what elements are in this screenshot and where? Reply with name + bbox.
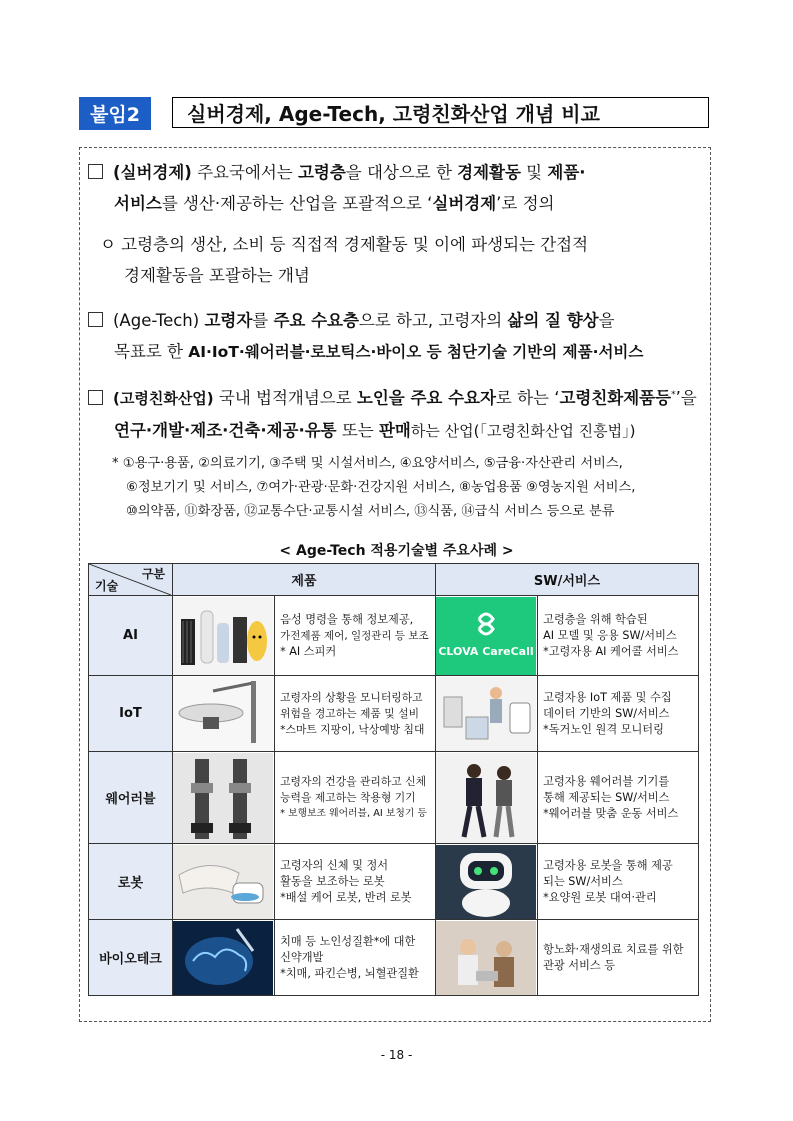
tech-label: 웨어러블 (89, 752, 173, 844)
table-row (89, 676, 699, 752)
care-robot-image (172, 844, 274, 920)
checkbox-square-icon (88, 164, 103, 179)
tech-label: 바이오테크 (89, 920, 173, 996)
remote-monitoring-image (435, 676, 537, 752)
attachment-badge: 붙임2 (79, 97, 151, 130)
clova-label: CLOVA CareCall (438, 644, 534, 658)
service-description: 고령자용 IoT 제품 및 수집 데이터 기반의 SW/서비스 *독거노인 원격 모니터링 (538, 676, 699, 752)
tech-label: IoT (89, 676, 173, 752)
tech-label: 로봇 (89, 844, 173, 920)
table-caption: < Age-Tech 적용기술별 주요사례 > (279, 543, 514, 559)
corner-cell (89, 564, 173, 596)
checkbox-square-icon (88, 312, 103, 327)
page-number: - 18 - (380, 1048, 413, 1062)
footnote: * ①용구·용품, ②의료기기, ③주택 및 시설서비스, ④요양서비스, ⑤금융·자산관리 서비스, ⑥정보기기 및 서비스, ⑦여가·관광·문화·건강지원 서비스, ⑧농업용품 ⑨영농지원 서비스, ⑩의약품, ⑪화장품, ⑫교통수단·교통시설 서비스, ⑬식품, ⑭급식 서비스 등으로 분류 (112, 456, 636, 519)
wearable-exoskeleton-image (172, 752, 274, 844)
brain-drug-image (172, 920, 274, 996)
product-description: 고령자의 상황을 모니터링하고 위험을 경고하는 제품 및 설비 *스마트 지팡이, 낙상예방 침대 (275, 676, 436, 752)
ai-speaker-image (172, 596, 274, 676)
product-description: 고령자의 신체 및 정서 활동을 보조하는 로봇 *배설 케어 로봇, 반려 로봇 (275, 844, 436, 920)
wearable-exercise-image (435, 752, 537, 844)
product-description: 고령자의 건강을 관리하고 신체 능력을 제고하는 착용형 기기 * 보행보조 웨어러블, AI 보청기 등 (275, 752, 436, 844)
service-description: 고령자용 웨어러블 기기를 통해 제공되는 SW/서비스 *웨어러블 맞춤 운동 서비스 (538, 752, 699, 844)
table-row (89, 752, 699, 844)
tech-label: AI (89, 596, 173, 676)
table-row (89, 596, 699, 676)
service-description: 고령층을 위해 학습된 AI 모델 및 응용 SW/서비스 *고령자용 AI 케어콜 서비스 (538, 596, 699, 676)
table-row (89, 920, 699, 996)
corner-bottom-label: 기술 (95, 579, 119, 593)
corner-top-label: 구분 (141, 567, 165, 581)
age-tech-table (88, 563, 699, 996)
header-services: SW/서비스 (435, 564, 698, 596)
section-age-tech: (Age-Tech) 고령자를 주요 수요층으로 하고, 고령자의 삶의 질 향상을 목표로 한 AI·IoT·웨어러블·로보틱스·바이오 등 첨단기술 기반의 제품·서비스 (88, 305, 703, 368)
section-senior-friendly: (고령친화산업) 국내 법적개념으로 노인을 주요 수요자로 하는 ‘고령친화제품등*’을 연구·개발·제조·건축·제공·유통 또는 판매하는 산업(「고령친화산업 진흥법」) (88, 380, 703, 447)
header-products: 제품 (172, 564, 435, 596)
companion-robot-image (435, 844, 537, 920)
header (79, 97, 711, 130)
section-silver-sub: ㅇ 고령층의 생산, 소비 등 직접적 경제활동 및 이에 파생되는 간접적 경제활동을 포괄하는 개념 (100, 235, 589, 285)
product-description: 음성 명령을 통해 정보제공, 가전제품 제어, 일정관리 등 보조 * AI 스피커 (275, 596, 436, 676)
service-description: 항노화·재생의료 치료를 위한 관광 서비스 등 (538, 920, 699, 996)
medical-tourism-image (435, 920, 537, 996)
page-title: 실버경제, Age-Tech, 고령친화산업 개념 비교 (172, 97, 709, 128)
clova-carecall-image (435, 596, 537, 676)
table-row (89, 844, 699, 920)
section-silver-economy: (실버경제) 주요국에서는 고령층을 대상으로 한 경제활동 및 제품· 서비스를 생산·제공하는 산업을 포괄적으로 ‘실버경제’로 정의 (88, 157, 703, 219)
checkbox-square-icon (88, 390, 103, 405)
smart-cane-image (172, 676, 274, 752)
service-description: 고령자용 로봇을 통해 제공 되는 SW/서비스 *요양원 로봇 대여·관리 (538, 844, 699, 920)
product-description: 치매 등 노인성질환*에 대한 신약개발 *치매, 파킨슨병, 뇌혈관질환 (275, 920, 436, 996)
